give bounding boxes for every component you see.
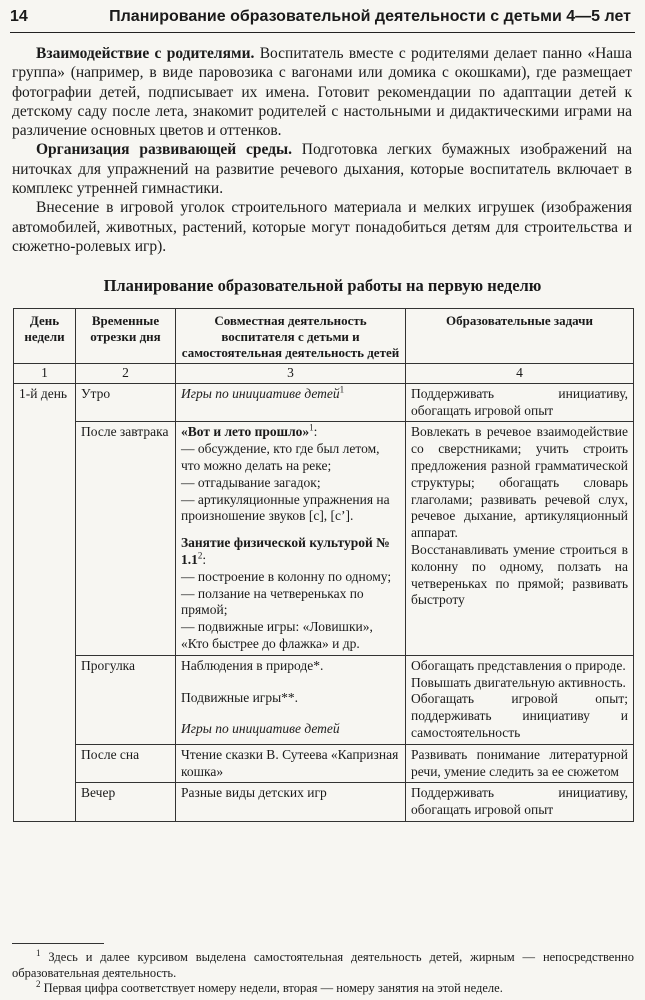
- header-day: День недели: [14, 309, 76, 364]
- tasks-cell: [406, 422, 634, 655]
- activity-item: — артикуляционные упражнения на произношение звуков [с], [с’].: [181, 491, 390, 524]
- column-number-row: [14, 364, 634, 384]
- activity-cell: [176, 383, 406, 422]
- table-row: [14, 422, 634, 655]
- period-cell: После завтрака: [76, 422, 176, 655]
- activity-italic: Игры по инициативе детей: [181, 385, 340, 401]
- activity-cell: [176, 655, 406, 744]
- page-number: 14: [10, 8, 28, 25]
- activity-text: Подвижные игры**.: [181, 689, 299, 705]
- activity-bold-title: Занятие физической культурой № 1.1: [181, 535, 390, 567]
- activity-cell: [176, 422, 406, 655]
- footnote-ref: 1: [309, 422, 314, 433]
- footnote-divider: [12, 943, 104, 944]
- tasks-text: Обогащать представления о природе.: [411, 657, 626, 673]
- tasks-text: Восстанавливать умение строиться в колонну по одному, ползать на четвереньках по прямой; развивать быстроту: [411, 541, 628, 608]
- footnotes: [12, 947, 634, 997]
- activity-text: Наблюдения в природе*.: [181, 657, 324, 673]
- period-cell: Вечер: [76, 783, 176, 822]
- activity-bold-title: «Вот и лето прошло»: [181, 424, 310, 440]
- paragraph-materials: [12, 198, 632, 256]
- tasks-cell: [406, 655, 634, 744]
- table-row: [14, 383, 634, 422]
- body-text: [12, 44, 632, 256]
- column-number: 1: [14, 364, 76, 384]
- footnote-ref: 2: [197, 550, 203, 561]
- activity-item: — обсуждение, кто где был летом, что можно делать на реке;: [181, 441, 380, 473]
- table-row: [14, 655, 634, 744]
- day-cell: 1-й день: [14, 383, 76, 821]
- header-period: Временные отрезки дня: [76, 309, 176, 364]
- column-number: 2: [76, 364, 176, 384]
- paragraph-lead: Организация развивающей среды.: [36, 141, 292, 159]
- table-header-row: [14, 309, 634, 364]
- activity-cell: Чтение сказки В. Сутеева «Капризная кошка»: [176, 744, 406, 783]
- paragraph-text: Воспитатель вместе с родителями делает панно «Наша группа» (например, в виде паровозика с вагонами или домика с окошками), где размещает фотографии детей, подписывает их имена. Готовит рекомендации по адаптации детей к детскому саду после лета, знакомит родителей с настольными и дидактическими играми на различение основных цветов и оттенков.: [12, 45, 632, 140]
- tasks-cell: Поддерживать инициативу, обогащать игровой опыт: [406, 783, 634, 822]
- tasks-text: Повышать двигательную активность.: [411, 674, 626, 690]
- activity-item: — подвижные игры: «Ловишки», «Кто быстрее до флажка» и др.: [181, 619, 373, 651]
- tasks-text: Обогащать игровой опыт; поддерживать инициативу и самостоятельность: [411, 691, 628, 740]
- column-number: 3: [176, 364, 406, 384]
- paragraph-text: Подготовка легких бумажных изображений на ниточках для упражнений на развитие речевого дыхания, которые воспитатель включает в комплекс утренней гимнастики.: [12, 141, 632, 198]
- table-row: [14, 744, 634, 783]
- table-row: [14, 783, 634, 822]
- paragraph-text: Внесение в игровой уголок строительного материала и мелких игрушек (изображения автомобилей, животных, растений, которые могут понадобиться детям для строительства и сюжетно-ролевых игр).: [12, 199, 632, 255]
- footnote-text: Первая цифра соответствует номеру недели, вторая — номеру занятия на этой неделе.: [40, 981, 503, 995]
- paragraph-parents: [12, 44, 632, 140]
- page-header: [10, 6, 635, 33]
- paragraph-environment: [12, 140, 632, 198]
- activity-cell: Разные виды детских игр: [176, 783, 406, 822]
- footnote-mark: 2: [36, 978, 41, 989]
- header-tasks: Образовательные задачи: [406, 309, 634, 364]
- period-cell: Утро: [76, 383, 176, 422]
- activity-item: — отгадывание загадок;: [181, 474, 321, 490]
- planning-table: [13, 308, 634, 822]
- title-colon: :: [202, 551, 207, 567]
- title-colon: :: [313, 424, 318, 440]
- running-title: Планирование образовательной деятельности с детьми 4—5 лет: [109, 8, 631, 25]
- footnote: [12, 947, 634, 981]
- activity-item: — ползание на четвереньках по прямой;: [181, 585, 364, 618]
- table-title: Планирование образовательной работы на первую неделю: [103, 276, 542, 295]
- header-activity: Совместная деятельность воспитателя с детьми и самостоятельная деятельность детей: [176, 309, 406, 364]
- column-number: 4: [406, 364, 634, 384]
- footnote: [12, 978, 634, 997]
- activity-italic: Игры по инициативе детей: [181, 721, 340, 737]
- tasks-text: Вовлекать в речевое взаимодействие со сверстниками; учить строить предложения разной грамматической структуры; обогащать словарь глаголами; развивать речевой слух, речевое дыхание, артикуляционный аппарат.: [411, 424, 628, 541]
- period-cell: Прогулка: [76, 655, 176, 744]
- footnote-mark: 1: [36, 947, 41, 958]
- footnote-ref: 1: [339, 384, 345, 395]
- tasks-cell: Развивать понимание литературной речи, умение следить за ее сюжетом: [406, 744, 634, 783]
- footnote-text: Здесь и далее курсивом выделена самостоятельная деятельность детей, жирным — непосредственно образовательная деятельность.: [12, 950, 634, 980]
- period-cell: После сна: [76, 744, 176, 783]
- tasks-cell: Поддерживать инициативу, обогащать игровой опыт: [406, 383, 634, 422]
- paragraph-lead: Взаимодействие с родителями.: [36, 45, 255, 62]
- activity-item: — построение в колонну по одному;: [181, 568, 392, 584]
